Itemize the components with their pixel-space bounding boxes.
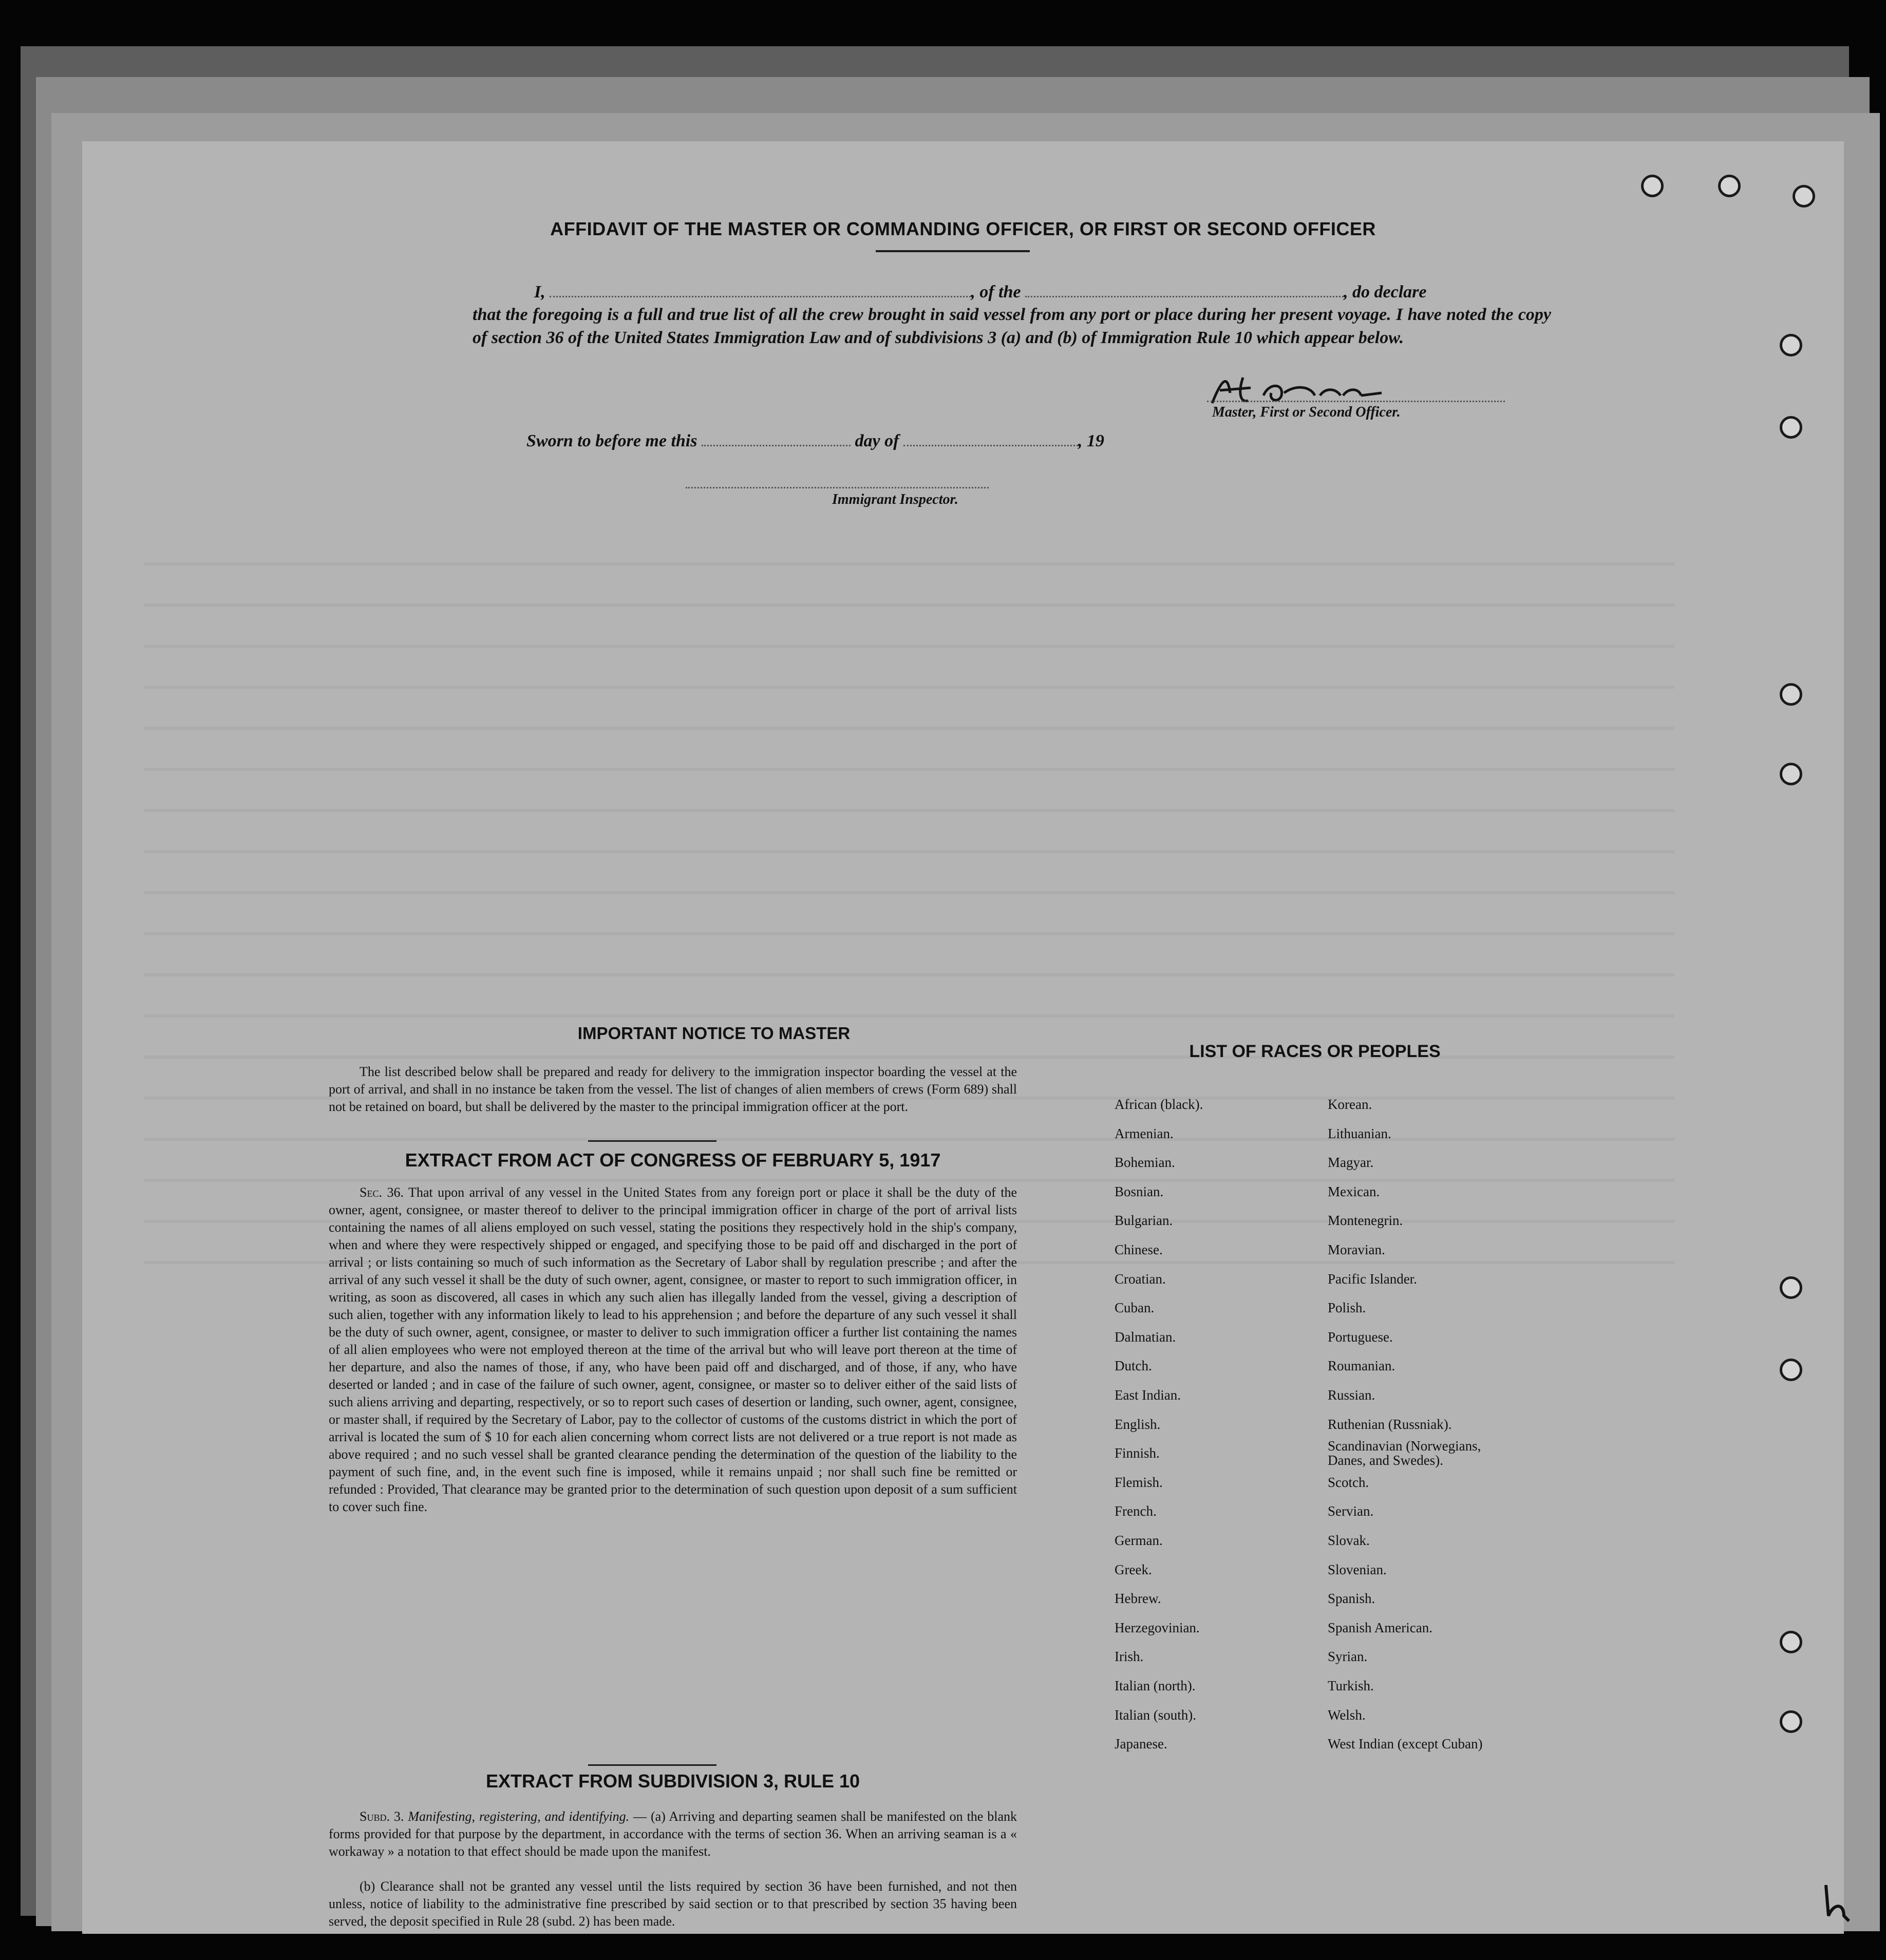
race-item: Magyar. xyxy=(1328,1155,1374,1171)
race-item: Moravian. xyxy=(1328,1242,1385,1257)
handwritten-page-mark xyxy=(1821,1880,1862,1926)
races-title: LIST OF RACES OR PEOPLES xyxy=(1189,1042,1441,1061)
race-item: Spanish American. xyxy=(1328,1619,1432,1635)
race-item: German. xyxy=(1115,1533,1163,1548)
section-divider xyxy=(588,1140,716,1142)
subd-label: Subd. 3. xyxy=(360,1809,404,1824)
race-item: Spanish. xyxy=(1328,1591,1375,1607)
binder-hole-icon xyxy=(1780,1710,1802,1733)
binder-hole-icon xyxy=(1793,185,1815,208)
race-item: Mexican. xyxy=(1328,1183,1380,1199)
race-item: Bohemian. xyxy=(1115,1155,1175,1171)
inspector-signature-line xyxy=(686,485,989,488)
sworn-prefix: Sworn to before me this xyxy=(526,431,697,450)
race-item: Russian. xyxy=(1328,1387,1375,1403)
act-extract-title: EXTRACT FROM ACT OF CONGRESS OF FEBRUARY 5, 1917 xyxy=(405,1149,941,1171)
race-item: Scotch. xyxy=(1328,1474,1369,1490)
race-item: Slovak. xyxy=(1328,1533,1370,1548)
race-item: Turkish. xyxy=(1328,1678,1374,1693)
subd-a-text: — (a) Arriving and departing seamen shall be manifested on the blank forms provided for that purpose by the department, in accordance with the terms of section 36. When an arriving seaman is a « workaway » a notation to that effect should be made upon the manifest. xyxy=(329,1809,1017,1859)
affidavit-do-declare-label: , do declare xyxy=(1344,282,1427,301)
sworn-day-field[interactable] xyxy=(702,445,851,446)
binder-hole-icon xyxy=(1780,1631,1802,1653)
race-item: Cuban. xyxy=(1115,1300,1155,1316)
sworn-day-label: day of xyxy=(855,431,899,450)
binder-hole-icon xyxy=(1780,1359,1802,1381)
rule-extract-title: EXTRACT FROM SUBDIVISION 3, RULE 10 xyxy=(485,1770,860,1792)
race-item: Bosnian. xyxy=(1115,1183,1164,1199)
sworn-line xyxy=(526,431,1104,451)
race-item: Italian (south). xyxy=(1115,1707,1196,1723)
race-item: Dutch. xyxy=(1115,1358,1152,1374)
rule-extract-subd-a xyxy=(329,1808,1017,1860)
binder-hole-icon xyxy=(1718,175,1741,197)
vessel-field[interactable] xyxy=(1025,296,1344,297)
race-item: Ruthenian (Russniak). xyxy=(1328,1416,1452,1432)
race-item: Pacific Islander. xyxy=(1328,1271,1417,1287)
race-item: French. xyxy=(1115,1503,1157,1519)
affidavit-title: AFFIDAVIT OF THE MASTER OR COMMANDING OFFICER, OR FIRST OR SECOND OFFICER xyxy=(550,218,1376,239)
affidavit-declaration-line xyxy=(534,282,1674,302)
section-36-text: That upon arrival of any vessel in the United States from any foreign port or place it shall be the duty of the owner, agent, consignee, or master thereof to deliver to the principal immigration officer in charge of the port of arrival lists containing the names of all aliens employed on such vessel, stating the positions they respectively hold in the ship's company, when and where they were respectively shipped or engaged, and specifying those to be paid off and discharged in the port of arrival ; or lists containing so much of such information as the Secretary of Labor shall by regulation prescribe ; and after the arrival of any such vessel it shall be the duty of such owner, agent, consignee, or master to report to such immigration officer, in writing, as soon as discovered, all cases in which any such alien has illegally landed from the vessel, giving a description of such alien, together with any information likely to lead to his apprehension ; and before the departure of any such vessel it shall be the duty of such owner, agent, consignee, or master to deliver to such immigration officer a further list containing the names of all alien employees who were not employed thereon at the time of the arrival but who will leave port thereon at the time of her departure, and also the names of those, if any, who have been paid off and discharged, and of those, if any, who have deserted or landed ; and in case of the failure of such owner, agent, consignee, or master so to deliver either of the said lists of such aliens arriving and departing, respectively, or so to report such cases of desertion or landing, such owner, agent, consignee, or master shall, if required by the Secretary of Labor, pay to the collector of customs of the customs district in which the port of arrival is located the sum of $ 10 for each alien concerning whom correct lists are not delivered or a true report is not made as above required ; and no such vessel shall be granted clearance pending the determination of the question of the liability to the payment of such fine, and, in the event such fine is imposed, while it remains unpaid ; nor shall such fine be remitted or refunded : Provided, That clearance may be granted prior to the determination of such question upon deposit of a sum sufficient to cover such fine. xyxy=(329,1185,1017,1514)
race-item: Finnish. xyxy=(1115,1445,1160,1461)
title-underline xyxy=(876,250,1030,252)
race-item: Chinese. xyxy=(1115,1242,1163,1257)
race-item: Korean. xyxy=(1328,1097,1372,1112)
race-item: English. xyxy=(1115,1416,1161,1432)
race-item: Lithuanian. xyxy=(1328,1125,1391,1141)
race-item: Polish. xyxy=(1328,1300,1366,1316)
race-item: Slovenian. xyxy=(1328,1561,1387,1577)
race-item: Irish. xyxy=(1115,1649,1144,1665)
signature xyxy=(1207,372,1495,408)
notice-text: The list described below shall be prepared and ready for delivery to the immigration inspector boarding the vessel at the port of arrival, and shall in no instance be taken from the vessel. The list of changes of alien members of crews (Form 689) shall not be retained on board, but shall be delivered by the master to the principal immigration officer at the port. xyxy=(329,1064,1017,1114)
signature-mark xyxy=(1207,372,1495,408)
notice-title: IMPORTANT NOTICE TO MASTER xyxy=(577,1024,851,1043)
binder-hole-icon xyxy=(1641,175,1664,197)
binder-hole-icon xyxy=(1780,763,1802,785)
race-item: Bulgarian. xyxy=(1115,1213,1173,1229)
form-sheet xyxy=(82,141,1844,1934)
race-item: West Indian (except Cuban) xyxy=(1328,1736,1483,1752)
sworn-month-field[interactable] xyxy=(903,445,1078,446)
race-item: Dalmatian. xyxy=(1115,1329,1176,1345)
act-extract-body xyxy=(329,1184,1017,1516)
race-item: African (black). xyxy=(1115,1097,1203,1112)
page-mark-glyph xyxy=(1821,1880,1862,1926)
race-item: East Indian. xyxy=(1115,1387,1181,1403)
section-divider xyxy=(588,1764,716,1766)
subd-heading: Manifesting, registering, and identifying. xyxy=(408,1809,630,1824)
race-item: Armenian. xyxy=(1115,1125,1174,1141)
race-item: Scandinavian (Norwegians, Danes, and Swedes). xyxy=(1328,1438,1481,1468)
race-item: Hebrew. xyxy=(1115,1591,1161,1607)
section-label: Sec. 36. xyxy=(360,1185,404,1200)
race-item: Servian. xyxy=(1328,1503,1374,1519)
sworn-year-label: , 19 xyxy=(1078,431,1104,450)
affidavit-i-label: I, xyxy=(534,282,545,301)
race-item: Italian (north). xyxy=(1115,1678,1196,1693)
name-field[interactable] xyxy=(550,296,971,297)
race-item: Flemish. xyxy=(1115,1474,1163,1490)
signature-caption: Master, First or Second Officer. xyxy=(1212,404,1401,420)
binder-hole-icon xyxy=(1780,1276,1802,1299)
signature-line xyxy=(1207,399,1505,402)
race-item: Portuguese. xyxy=(1328,1329,1393,1345)
affidavit-of-the-label: , of the xyxy=(971,282,1021,301)
race-item: Japanese. xyxy=(1115,1736,1167,1752)
binder-hole-icon xyxy=(1780,416,1802,439)
race-item: Welsh. xyxy=(1328,1707,1366,1723)
race-item: Herzegovinian. xyxy=(1115,1619,1200,1635)
binder-hole-icon xyxy=(1780,683,1802,706)
affidavit-body: that the foregoing is a full and true list of all the crew brought in said vessel from any port or place during her present voyage. I have noted the copy of section 36 of the United States Immigration Law and of subdivisions 3 (a) and (b) of Immigration Rule 10 which appear below. xyxy=(473,305,1551,347)
rule-extract-subd-b: (b) Clearance shall not be granted any vessel until the lists required by section 36 have been furnished, and not then unless, notice of liability to the administrative fine prescribed by said section or to that prescribed by section 35 having been served, the deposit specified in Rule 28 (subd. 2) has been made. xyxy=(329,1879,1017,1929)
race-item: Greek. xyxy=(1115,1561,1152,1577)
inspector-caption: Immigrant Inspector. xyxy=(832,492,958,507)
binder-hole-icon xyxy=(1780,334,1802,356)
race-item: Croatian. xyxy=(1115,1271,1166,1287)
race-item: Roumanian. xyxy=(1328,1358,1395,1374)
race-item: Syrian. xyxy=(1328,1649,1368,1665)
race-item: Montenegrin. xyxy=(1328,1213,1403,1229)
